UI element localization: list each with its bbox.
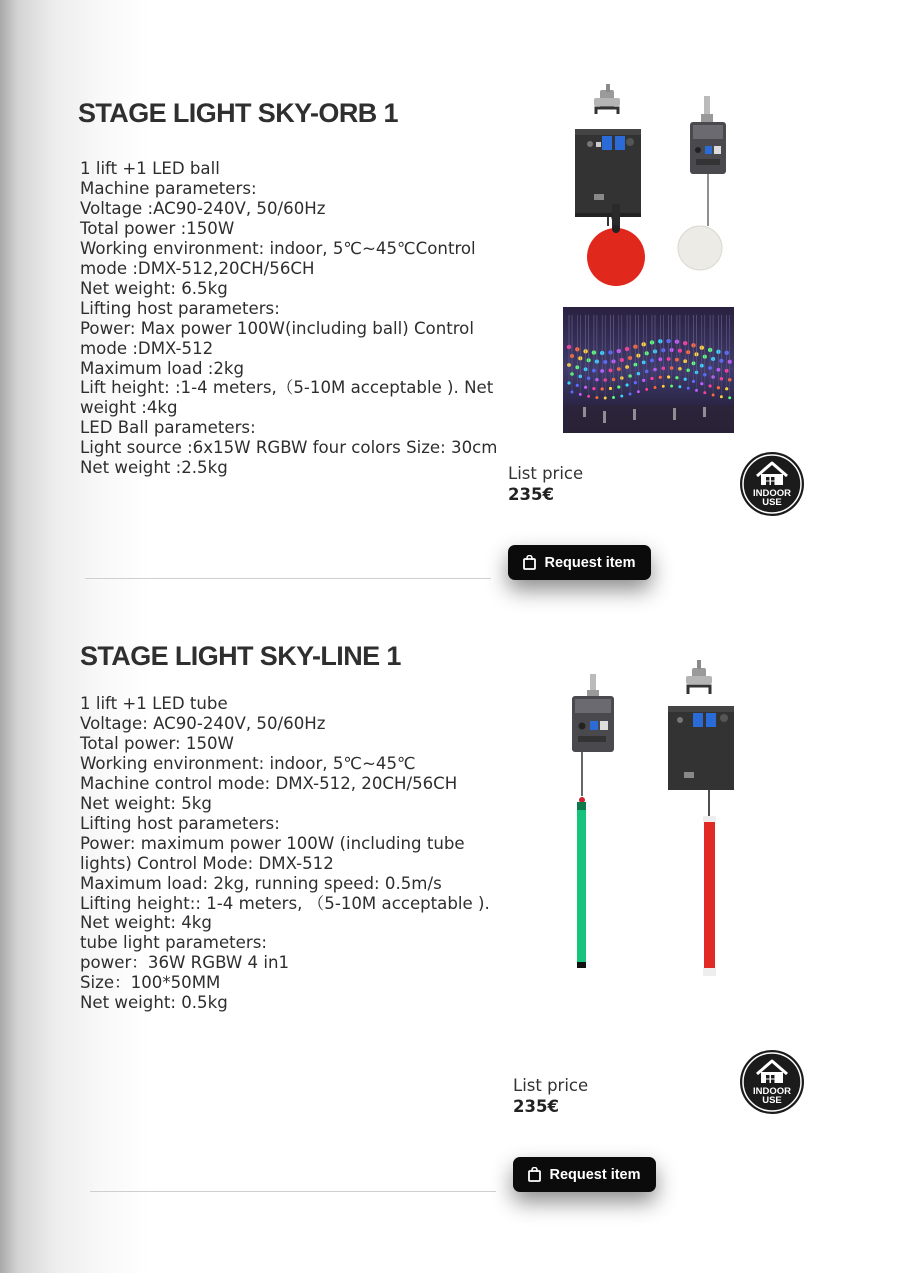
spec-line: Voltage :AC90-240V, 50/60Hz <box>80 198 326 218</box>
spec-line: Total power :150W <box>80 218 235 238</box>
shopping-bag-icon <box>528 1167 541 1182</box>
spec-line: Working environment: indoor, 5℃~45℃Control <box>80 238 476 258</box>
spec-line: Machine parameters: <box>80 178 257 198</box>
shopping-bag-icon <box>523 555 536 570</box>
spec-line: Power: Max power 100W(including ball) Control <box>80 318 474 338</box>
section-divider <box>85 578 491 579</box>
request-item-button[interactable] <box>508 545 651 580</box>
spec-line: Machine control mode: DMX-512, 20CH/56CH <box>80 773 458 793</box>
spec-line: LED Ball parameters: <box>80 418 256 438</box>
list-price-label: List price <box>513 1076 589 1095</box>
spec-line: Lift height: :1-4 meters,（5-10M acceptable ). Net <box>80 378 494 398</box>
badge-text-line2: USE <box>762 497 782 508</box>
spec-line: Maximum load: 2kg, running speed: 0.5m/s <box>80 873 442 893</box>
spec-line: Net weight: 5kg <box>80 793 212 813</box>
indoor-use-badge <box>738 451 806 517</box>
spec-line: mode :DMX-512 <box>80 338 214 358</box>
spec-line: Voltage: AC90-240V, 50/60Hz <box>80 713 326 733</box>
spec-line: Working environment: indoor, 5℃~45℃ <box>80 753 416 773</box>
product-title: STAGE LIGHT SKY-LINE 1 <box>80 641 401 671</box>
spec-line: Net weight: 6.5kg <box>80 278 228 298</box>
sky-orb-installation-photo <box>563 307 734 433</box>
spec-line: 1 lift +1 LED tube <box>80 694 228 713</box>
list-price-value: 235€ <box>513 1097 559 1116</box>
sky-line-product-photo <box>560 660 750 980</box>
spec-line: 1 lift +1 LED ball <box>80 159 220 178</box>
badge-text-line2: USE <box>762 1095 782 1106</box>
list-price-value: 235€ <box>508 485 554 504</box>
spec-line: Light source :6x15W RGBW four colors Size: 30cm <box>80 438 498 458</box>
spec-line: Lifting host parameters: <box>80 298 280 318</box>
spec-line: Maximum load :2kg <box>80 358 245 378</box>
spec-line: Lifting host parameters: <box>80 813 280 833</box>
spec-line: lights) Control Mode: DMX-512 <box>80 853 334 873</box>
spec-line: power：36W RGBW 4 in1 <box>80 953 290 973</box>
list-price-label: List price <box>508 464 584 483</box>
spec-line: Power: maximum power 100W (including tube <box>80 833 465 853</box>
spec-line: Lifting height:: 1-4 meters, （5-10M acceptable ). <box>80 893 490 913</box>
request-item-button[interactable] <box>513 1157 656 1192</box>
spec-line: Net weight: 0.5kg <box>80 993 228 1013</box>
spec-line: Total power: 150W <box>80 733 234 753</box>
request-item-label: Request item <box>549 1166 641 1183</box>
product-title: STAGE LIGHT SKY-ORB 1 <box>78 98 398 128</box>
spec-line: Net weight: 4kg <box>80 913 212 933</box>
spec-line: mode :DMX-512,20CH/56CH <box>80 258 315 278</box>
sky-orb-product-photo <box>560 84 760 292</box>
indoor-use-badge <box>738 1049 806 1115</box>
spec-line: tube light parameters: <box>80 933 267 953</box>
badge-text-line1: INDOOR <box>753 1086 791 1097</box>
spec-line: weight :4kg <box>80 398 178 418</box>
product-specs <box>80 159 497 478</box>
request-item-label: Request item <box>544 554 636 571</box>
badge-text-line1: INDOOR <box>753 488 791 499</box>
spec-line: Size：100*50MM <box>80 973 221 993</box>
product-specs <box>80 694 490 1013</box>
section-divider <box>90 1191 496 1192</box>
spec-line: Net weight :2.5kg <box>80 458 228 478</box>
